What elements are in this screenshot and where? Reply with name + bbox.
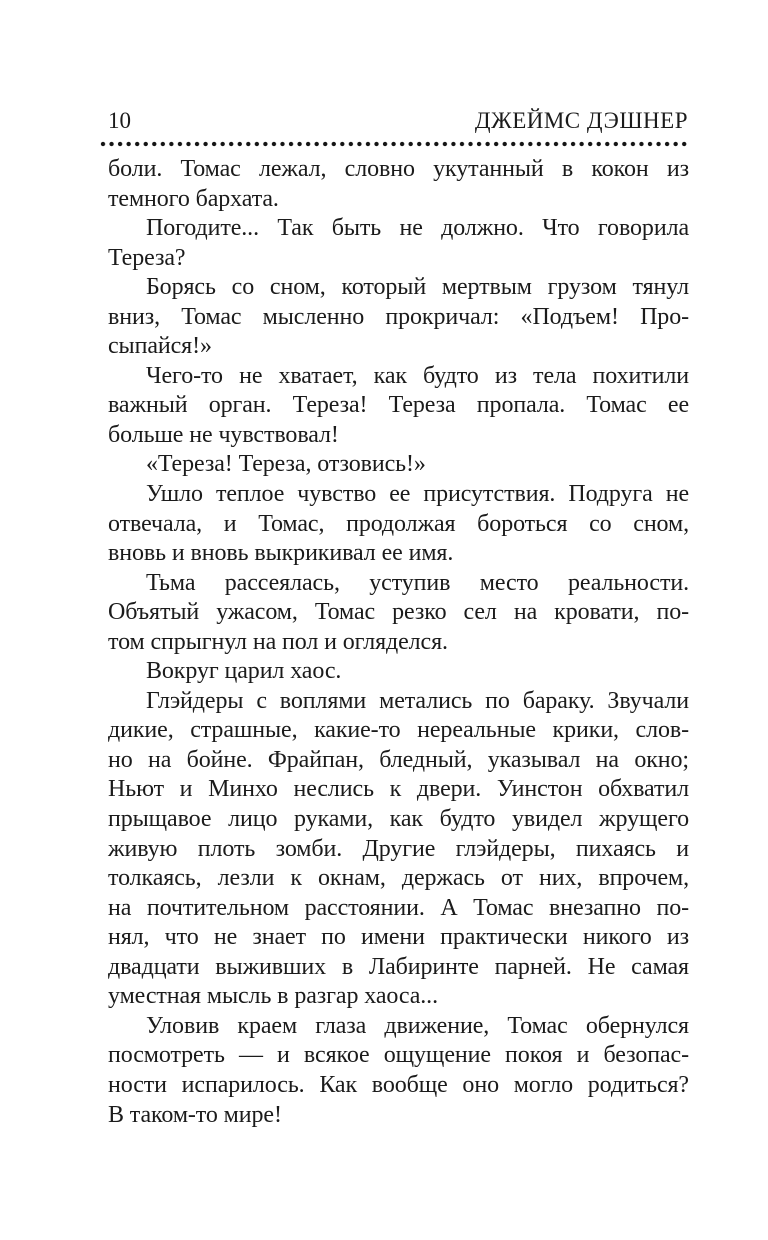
text-line: ности испарилось. Как вообще оно могло родиться?	[108, 1071, 689, 1098]
text-line: Погодите... Так быть не должно. Что говорила	[146, 215, 689, 242]
text-line: Тьма рассеялась, уступив место реальности.	[146, 569, 689, 596]
text-line: Уловив краем глаза движение, Томас обернулся	[146, 1012, 689, 1039]
text-line: Вокруг царил хаос.	[146, 658, 342, 685]
text-line: вниз, Томас мысленно прокричал: «Подъем! Про-	[108, 303, 689, 330]
text-line: прыщавое лицо руками, как будто увидел жрущего	[108, 806, 689, 833]
text-line: Ньют и Минхо неслись к двери. Уинстон обхватил	[108, 776, 689, 803]
text-line: сыпайся!»	[108, 333, 212, 360]
text-line: Ушло теплое чувство ее присутствия. Подруга не	[146, 481, 689, 508]
dotted-separator	[100, 141, 689, 147]
body-text	[108, 155, 689, 1130]
text-line: двадцати выживших в Лабиринте парней. Не самая	[108, 953, 689, 980]
text-line: отвечала, и Томас, продолжая бороться со сном,	[108, 510, 689, 537]
text-line: Тереза?	[108, 244, 186, 271]
text-line: «Тереза! Тереза, отзовись!»	[146, 451, 426, 478]
text-line: важный орган. Тереза! Тереза пропала. Томас ее	[108, 392, 689, 419]
text-line: на почтительном расстоянии. А Томас внезапно по-	[108, 894, 689, 921]
text-line: Глэйдеры с воплями метались по бараку. Звучали	[146, 687, 689, 714]
text-line: но на бойне. Фрайпан, бледный, указывал на окно;	[108, 746, 689, 773]
running-head-author: ДЖЕЙМС ДЭШНЕР	[474, 108, 688, 133]
text-line: посмотреть — и всякое ощущение покоя и безопас-	[108, 1042, 689, 1069]
text-line: нял, что не знает по имени практически никого из	[108, 924, 689, 951]
text-line: дикие, страшные, какие-то нереальные крики, слов-	[108, 717, 689, 744]
text-line: живую плоть зомби. Другие глэйдеры, пихаясь и	[108, 835, 689, 862]
page-header	[108, 108, 688, 134]
text-line: уместная мысль в разгар хаоса...	[108, 983, 438, 1010]
text-line: Объятый ужасом, Томас резко сел на кровати, по-	[108, 599, 689, 626]
text-line: больше не чувствовал!	[108, 421, 339, 448]
text-line: Борясь со сном, который мертвым грузом тянул	[146, 274, 689, 301]
text-line: толкаясь, лезли к окнам, держась от них, впрочем,	[108, 865, 689, 892]
text-line: Чего-то не хватает, как будто из тела похитили	[146, 362, 689, 389]
text-line: темного бархата.	[108, 185, 279, 212]
text-line: В таком-то мире!	[108, 1101, 282, 1128]
text-line: том спрыгнул на пол и огляделся.	[108, 628, 448, 655]
text-line: вновь и вновь выкрикивал ее имя.	[108, 540, 454, 567]
text-line: боли. Томас лежал, словно укутанный в кокон из	[108, 156, 689, 182]
page-number: 10	[108, 108, 131, 133]
